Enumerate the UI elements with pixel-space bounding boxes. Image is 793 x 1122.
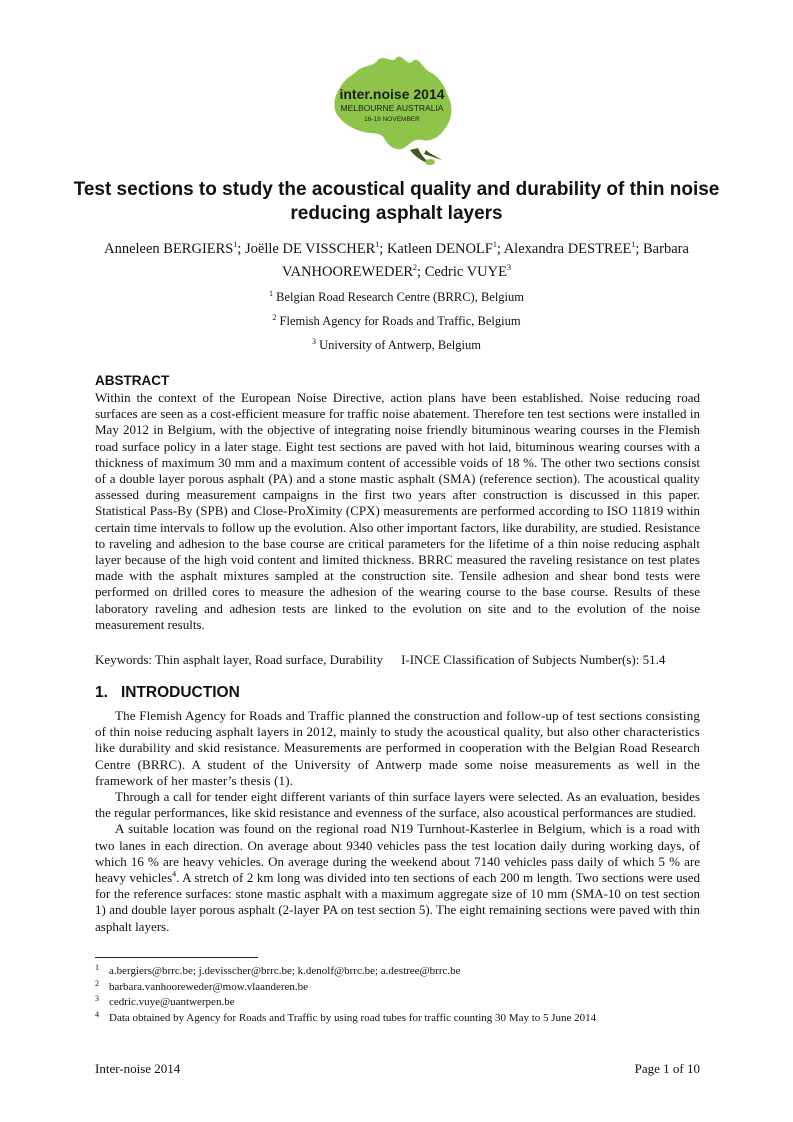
- affiliation-text: Belgian Road Research Centre (BRRC), Belgium: [276, 290, 524, 304]
- footnote-ref: 4: [172, 869, 177, 879]
- conference-logo: [326, 50, 458, 168]
- author-separator: ;: [496, 241, 504, 257]
- author-name: Barbara VANHOOREWEDER: [282, 241, 689, 280]
- author-affiliation-marker: 3: [506, 263, 511, 273]
- footer-page-number: Page 1 of 10: [634, 1061, 700, 1076]
- author-list: [84, 238, 709, 284]
- author-affiliation-marker: 2: [413, 263, 418, 273]
- intro-paragraph-2: Through a call for tender eight different variants of thin surface layers were selected. As an evaluation, besides the regular performances, like skid resistance and evenness of the surface, also acoustical performances are studied.: [95, 789, 700, 821]
- footnote-number: 3: [95, 994, 99, 1003]
- author-affiliation-marker: 1: [631, 240, 636, 250]
- footnote-number: 4: [95, 1009, 99, 1019]
- footnote: [95, 995, 715, 1011]
- intro-paragraph-3b: . A stretch of 2 km long was divided into ten sections of each 200 m length. Two sections were used for the reference surfaces: stone mastic asphalt with a maximum aggregate size of 10 mm (SMA-10 on test section 1) and double layer porous asphalt (2-layer PA on test section 5). The eight remaining sections were paved with thin asphalt layers.: [95, 870, 700, 934]
- author-separator: ;: [417, 264, 425, 280]
- author-name: Alexandra DESTREE: [503, 241, 632, 257]
- author-separator: ;: [237, 241, 246, 257]
- footnote: [95, 1011, 715, 1027]
- author-name: Anneleen BERGIERS: [104, 241, 234, 257]
- logo-line3: 16-19 NOVEMBER: [364, 116, 420, 123]
- introduction-body: [95, 708, 700, 935]
- author-affiliation-marker: 1: [375, 240, 380, 250]
- intro-paragraph-3: [95, 821, 700, 934]
- author-affiliation-marker: 1: [233, 240, 238, 250]
- affiliation-text: Flemish Agency for Roads and Traffic, Belgium: [279, 314, 521, 328]
- affiliation-1: [96, 289, 697, 305]
- logo-line2: MELBOURNE AUSTRALIA: [340, 103, 444, 113]
- author-name: Joëlle DE VISSCHER: [245, 241, 376, 257]
- australia-map-icon: [326, 50, 458, 168]
- affiliation-marker: 2: [272, 312, 277, 322]
- author-name: Katleen DENOLF: [386, 241, 493, 257]
- keywords-line: [95, 652, 705, 668]
- footnote-number: 1: [95, 963, 99, 972]
- abstract-heading: ABSTRACT: [95, 373, 170, 388]
- author-separator: ;: [379, 241, 387, 257]
- abstract-text: Within the context of the European Noise Directive, action plans have been established. Noise reducing road surfaces are seen as a cost-efficient measure for traffic noise abatement. Therefore ten test sections were installed in May 2012 in Belgium, with the objective of integrating noise friendly bituminous wearing courses in the Flemish road surface policy in a later stage. Eight test sections are paved with hot laid, bituminous wearing courses with a thickness of maximum 30 mm and a maximum content of accessible voids of 18 %. The other two sections consist of a double layer porous asphalt (PA) and a stone mastic asphalt (SMA) (reference section). The acoustical quality assessed during measurement campaigns in the first two years after construction is discussed in this paper. Statistical Pass-By (SPB) and Close-ProXimity (CPX) measurements are performed according to ISO 11819 within certain time intervals to follow up the evolution. Also other important factors, like durability, are studied. Resistance to raveling and adhesion to the base course are critical parameters for the lifetime of a thin noise reducing asphalt layer because of the high void content and limited thickness. BRRC measured the raveling resistance on test plates made with the asphalt mixtures sampled at the construction site. Tensile adhesion and shear bond tests were performed on drilled cores to measure the adhesion of the wearing course to the base course. Results of these laboratory raveling and adhesion tests are linked to the evolution on site and to the evolution of the noise measurement results.: [95, 390, 700, 632]
- classification-text: I-INCE Classification of Subjects Number(s): 51.4: [401, 652, 666, 667]
- logo-line1: inter.noise 2014: [339, 86, 445, 102]
- author-separator: ;: [635, 241, 644, 257]
- footnotes: [95, 964, 715, 1026]
- footnote-text: a.bergiers@brrc.be; j.devisscher@brrc.be; k.denolf@brrc.be; a.destree@brrc.be: [109, 965, 461, 977]
- intro-paragraph-3a: A suitable location was found on the regional road N19 Turnhout-Kasterlee in Belgium, which is a road with two lanes in each direction. On average about 9340 vehicles pass the test location daily during working days, of which 16 % are heavy vehicles. On average during the weekend about 7140 vehicles pass daily of which 5 % are heavy vehicles: [95, 821, 700, 886]
- affiliation-text: University of Antwerp, Belgium: [319, 338, 481, 352]
- footnote-text: cedric.vuye@uantwerpen.be: [109, 996, 235, 1008]
- affiliation-marker: 3: [312, 336, 317, 346]
- intro-paragraph-1: The Flemish Agency for Roads and Traffic planned the construction and follow-up of test sections consisting of thin noise reducing asphalt layers in 2012, mainly to study the acoustical quality, but also other characteristics like durability and skid resistance. Measurements are performed in cooperation with the Belgian Road Research Centre (BRRC). A student of the University of Antwerp made some noise measurements as well in the framework of her master’s thesis (1).: [95, 708, 700, 788]
- keywords-text: Keywords: Thin asphalt layer, Road surface, Durability: [95, 652, 384, 667]
- footnote-text: Data obtained by Agency for Roads and Traffic by using road tubes for traffic counting 30 May to 5 June 2014: [109, 1011, 597, 1024]
- footnote-number: 2: [95, 978, 99, 988]
- paper-title: Test sections to study the acoustical quality and durability of thin noise reducing asphalt layers: [73, 179, 720, 224]
- author-affiliation-marker: 1: [492, 240, 497, 250]
- footer-conference: Inter-noise 2014: [95, 1061, 181, 1076]
- affiliation-marker: 1: [269, 288, 273, 298]
- footnote: [95, 980, 715, 996]
- footnote-text: barbara.vanhooreweder@mow.vlaanderen.be: [109, 980, 309, 993]
- footnote: [95, 964, 715, 980]
- affiliation-2: [96, 313, 697, 329]
- introduction-heading: [95, 684, 240, 702]
- section-title: INTRODUCTION: [120, 684, 240, 701]
- section-number: 1.: [95, 684, 108, 701]
- footnote-divider: [95, 957, 258, 958]
- affiliation-3: [96, 337, 697, 353]
- author-name: Cedric VUYE: [424, 264, 507, 280]
